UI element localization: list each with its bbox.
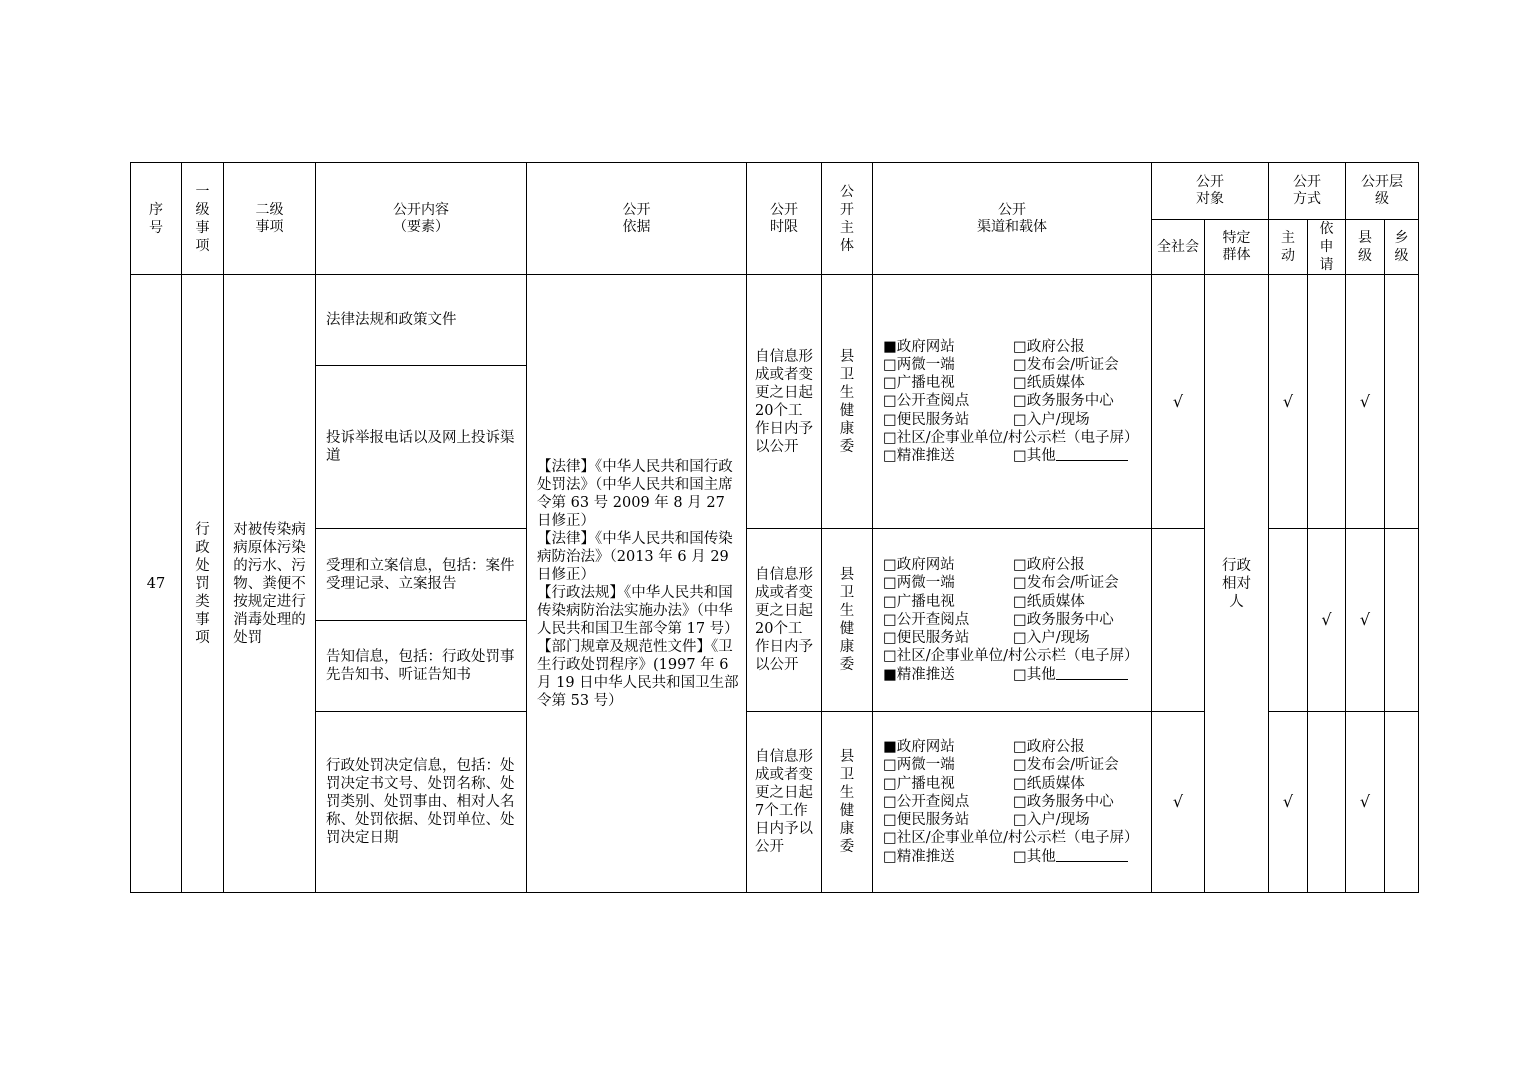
channel-checkbox: □便民服务站 <box>883 411 970 428</box>
check-level-town <box>1385 529 1419 712</box>
row-seq: 47 <box>131 275 182 893</box>
channel-checkbox: □入户/现场 <box>1013 812 1090 829</box>
content-item: 告知信息，包括：行政处罚事先告知书、听证告知书 <box>316 621 527 712</box>
channel-checkbox: □便民服务站 <box>883 812 970 829</box>
header-level-town: 乡级 <box>1385 220 1419 275</box>
channel-checkbox: □政务服务中心 <box>1013 611 1114 628</box>
row-level2: 对被传染病病原体污染的污水、污物、粪便不按规定进行消毒处理的处罚 <box>224 275 316 893</box>
channel-checkbox: □广播电视 <box>883 375 955 392</box>
fill-blank-line <box>1056 447 1128 461</box>
channel-checkbox: □政务服务中心 <box>1013 393 1114 410</box>
subject-cell: 县卫生健康委 <box>822 529 873 712</box>
row-level1: 行政处罚类事项 <box>182 275 224 893</box>
channel-checkbox: □两微一端 <box>883 575 955 592</box>
channel-checkbox: □政府公报 <box>1013 338 1085 355</box>
header-basis: 公开 依据 <box>527 163 747 275</box>
channel-checkbox: □公开查阅点 <box>883 611 970 628</box>
content-item: 行政处罚决定信息，包括：处罚决定书文号、处罚名称、处罚类别、处罚事由、相对人名称、处罚依据、处罚单位、处罚决定日期 <box>316 712 527 893</box>
disclosure-table <box>130 162 1419 893</box>
basis-line: 【行政法规】《中华人民共和国传染病防治法实施办法》（中华人民共和国卫生部令第 17 号） <box>537 584 739 637</box>
header-content: 公开内容 （要素） <box>316 163 527 275</box>
fill-blank-line <box>1056 666 1128 680</box>
channel-checkbox: □精准推送 <box>883 448 955 464</box>
header-time: 公开 时限 <box>747 163 822 275</box>
content-item: 投诉举报电话以及网上投诉渠道 <box>316 366 527 529</box>
check-level-county: √ <box>1346 275 1385 529</box>
check-level-town <box>1385 275 1419 529</box>
channel-checkbox: □精准推送 <box>883 848 955 865</box>
channel-checkbox: □广播电视 <box>883 593 955 610</box>
subject-cell: 县卫生健康委 <box>822 712 873 893</box>
header-level1: 一级事项 <box>182 163 224 275</box>
check-target-all: √ <box>1152 275 1205 529</box>
time-cell: 自信息形成或者变更之日起20个工作日内予以公开 <box>747 529 822 712</box>
channel-checkbox: □社区/企事业单位/村公示栏（电子屏） <box>883 429 1139 446</box>
channel-checkbox: □社区/企事业单位/村公示栏（电子屏） <box>883 648 1139 665</box>
basis-line: 【法律】《中华人民共和国传染病防治法》（2013 年 6 月 29 日修正） <box>537 530 733 583</box>
channel-checkbox: □两微一端 <box>883 757 955 774</box>
channel-checkbox: □其他 <box>1013 848 1056 865</box>
header-level: 公开层 级 <box>1346 163 1419 220</box>
channel-checkbox: ■政府网站 <box>883 338 955 355</box>
header-mode-active: 主动 <box>1269 220 1308 275</box>
channel-checkbox: □政府网站 <box>883 557 955 574</box>
check-mode-apply <box>1308 712 1346 893</box>
channel-checkbox: □其他 <box>1013 448 1056 464</box>
channel-checkbox: □入户/现场 <box>1013 630 1090 647</box>
header-level2: 二级事项 <box>224 163 316 275</box>
channel-checkbox: □发布会/听证会 <box>1013 356 1119 373</box>
check-target-all <box>1152 529 1205 712</box>
channel-checkbox: □便民服务站 <box>883 630 970 647</box>
header-subject: 公开主体 <box>822 163 873 275</box>
channel-checkbox: □发布会/听证会 <box>1013 575 1119 592</box>
channel-checkbox: □其他 <box>1013 666 1056 683</box>
content-item: 受理和立案信息，包括：案件受理记录、立案报告 <box>316 529 527 621</box>
channel-checkbox: □纸质媒体 <box>1013 593 1085 610</box>
channel-checkbox: ■精准推送 <box>883 666 955 683</box>
channel-checkbox: □纸质媒体 <box>1013 775 1085 792</box>
row-basis <box>527 275 747 893</box>
channel-checkbox: □社区/企事业单位/村公示栏（电子屏） <box>883 830 1139 847</box>
channel-checkbox: □两微一端 <box>883 356 955 373</box>
check-level-county: √ <box>1346 712 1385 893</box>
time-cell: 自信息形成或者变更之日起20个工作日内予以公开 <box>747 275 822 529</box>
check-mode-active: √ <box>1269 275 1308 529</box>
header-target-all: 全社会 <box>1152 220 1205 275</box>
header-mode-apply: 依申请 <box>1308 220 1346 275</box>
basis-line: 【法律】《中华人民共和国行政处罚法》（中华人民共和国主席令第 63 号 2009 年 8 月 27 日修正） <box>537 458 733 529</box>
channel-checkbox: □政务服务中心 <box>1013 793 1114 810</box>
channel-checkbox: □入户/现场 <box>1013 411 1090 428</box>
check-target-all: √ <box>1152 712 1205 893</box>
channel-cell <box>873 275 1152 529</box>
specific-group-cell: 行政相对人 <box>1205 275 1269 893</box>
basis-line: 【部门规章及规范性文件】《卫生行政处罚程序》(1997 年 6 月 19 日中华人民共和国卫生部令第 53 号） <box>537 638 739 709</box>
check-level-town <box>1385 712 1419 893</box>
header-target: 公开 对象 <box>1152 163 1269 220</box>
channel-checkbox: □纸质媒体 <box>1013 375 1085 392</box>
channel-cell <box>873 529 1152 712</box>
check-level-county: √ <box>1346 529 1385 712</box>
check-mode-apply <box>1308 275 1346 529</box>
channel-checkbox: □发布会/听证会 <box>1013 757 1119 774</box>
fill-blank-line <box>1056 848 1128 862</box>
header-mode: 公开 方式 <box>1269 163 1346 220</box>
header-seq: 序号 <box>131 163 182 275</box>
content-item: 法律法规和政策文件 <box>316 275 527 366</box>
channel-checkbox: □公开查阅点 <box>883 793 970 810</box>
subject-cell: 县卫生健康委 <box>822 275 873 529</box>
channel-checkbox: ■政府网站 <box>883 739 955 756</box>
check-mode-active: √ <box>1269 712 1308 893</box>
channel-checkbox: □政府公报 <box>1013 739 1085 756</box>
check-mode-apply: √ <box>1308 529 1346 712</box>
header-channel: 公开 渠道和载体 <box>873 163 1152 275</box>
check-mode-active <box>1269 529 1308 712</box>
channel-checkbox: □广播电视 <box>883 775 955 792</box>
channel-checkbox: □公开查阅点 <box>883 393 970 410</box>
channel-cell <box>873 712 1152 893</box>
header-target-specific: 特定群体 <box>1205 220 1269 275</box>
time-cell: 自信息形成或者变更之日起7个工作日内予以公开 <box>747 712 822 893</box>
channel-checkbox: □政府公报 <box>1013 557 1085 574</box>
header-level-county: 县级 <box>1346 220 1385 275</box>
